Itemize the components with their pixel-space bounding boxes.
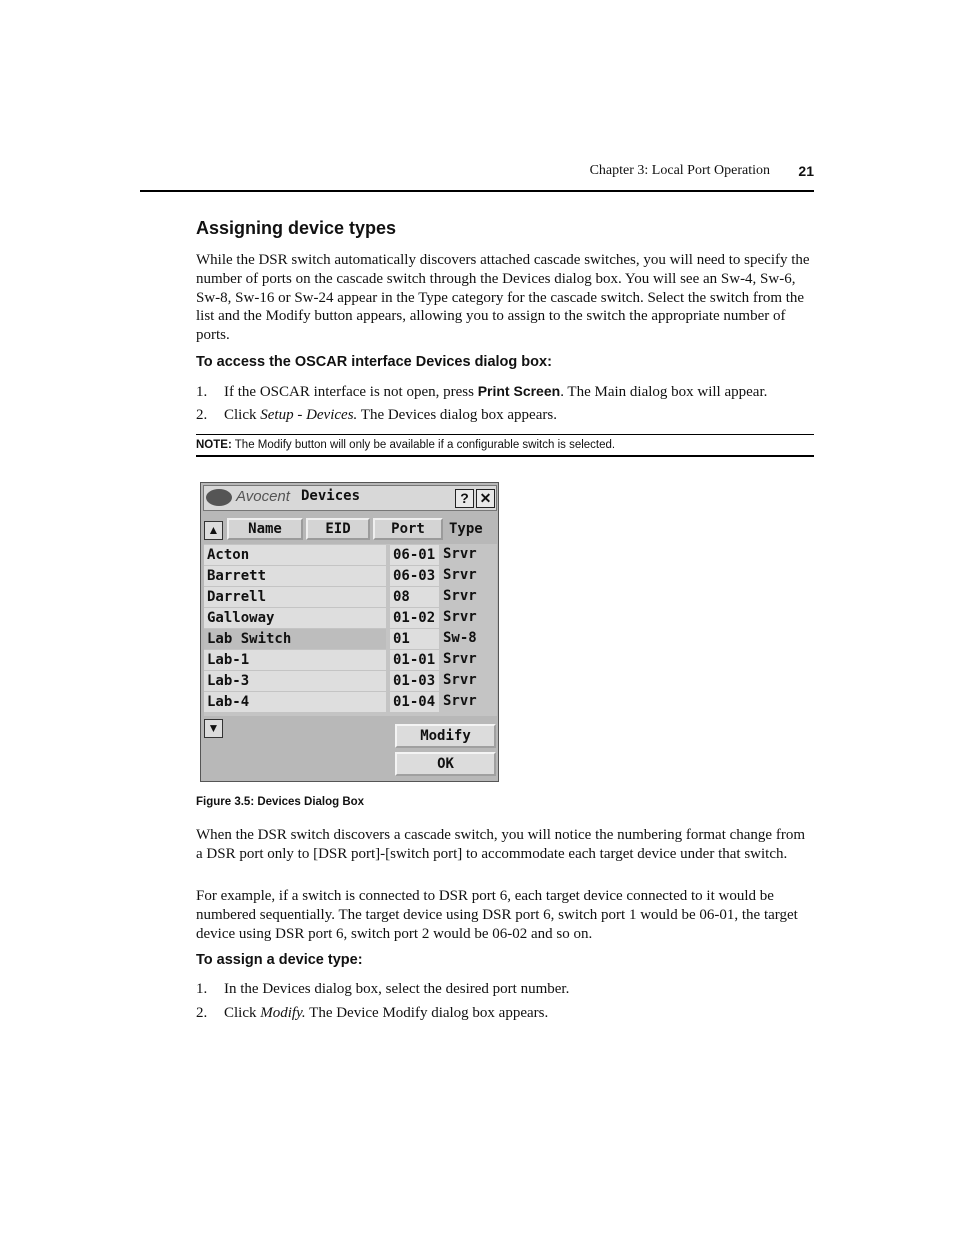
- dialog-title: Devices: [301, 488, 361, 504]
- assign-heading: To assign a device type:: [196, 952, 363, 968]
- access-step-2: 2. Click Setup - Devices. The Devices dialog box appears.: [196, 407, 557, 423]
- access-step-1: 1. If the OSCAR interface is not open, press Print Screen. The Main dialog box will appear.: [196, 383, 768, 400]
- column-header-type: Type: [449, 521, 483, 537]
- brand-name: Avocent: [236, 488, 290, 505]
- intro-paragraph: While the DSR switch automatically discovers attached cascade switches, you will need to specify the number of ports on the cascade switch through the Devices dialog box. You will see an Sw-4, Sw-6, Sw-8, Sw-16 or Sw-24 appear in the Type category for the cascade switch. Select the switch from the list and the Modify button appears, allowing you to assign to the switch the appropriate number of ports.: [196, 252, 810, 344]
- note: NOTE: The Modify button will only be available if a configurable switch is selected.: [196, 434, 814, 457]
- help-icon[interactable]: ?: [455, 489, 474, 508]
- access-heading: To access the OSCAR interface Devices dialog box:: [196, 354, 552, 370]
- scroll-up-icon[interactable]: ▲: [204, 521, 223, 540]
- chapter-title: Chapter 3: Local Port Operation: [589, 163, 770, 178]
- scroll-down-icon[interactable]: ▼: [204, 719, 223, 738]
- assign-step-1: 1. In the Devices dialog box, select the desired port number.: [196, 981, 570, 997]
- paragraph-example: For example, if a switch is connected to DSR port 6, each target device connected to it would be numbered sequentially. The target device using DSR port 6, switch port 1 would be 06-01, the target device using DSR port 6, switch port 2 would be 06-02 and so on.: [196, 888, 798, 942]
- avocent-logo-icon: [206, 489, 232, 506]
- assign-step-2: 2. Click Modify. The Device Modify dialog box appears.: [196, 1005, 549, 1021]
- header-rule: [140, 190, 814, 192]
- column-header-port[interactable]: Port: [373, 518, 443, 540]
- note-label: NOTE:: [196, 439, 232, 451]
- column-header-eid[interactable]: EID: [306, 518, 370, 540]
- paragraph-numbering: When the DSR switch discovers a cascade switch, you will notice the numbering format change from a DSR port only to [DSR port]-[switch port] to accommodate each target device under that switch.: [196, 827, 805, 862]
- figure-caption: Figure 3.5: Devices Dialog Box: [196, 796, 365, 808]
- page-number: 21: [798, 163, 814, 179]
- modify-button[interactable]: Modify: [395, 724, 496, 748]
- close-icon[interactable]: ✕: [476, 489, 495, 508]
- column-header-name[interactable]: Name: [227, 518, 303, 540]
- ok-button[interactable]: OK: [395, 752, 496, 776]
- section-title: Assigning device types: [196, 218, 397, 238]
